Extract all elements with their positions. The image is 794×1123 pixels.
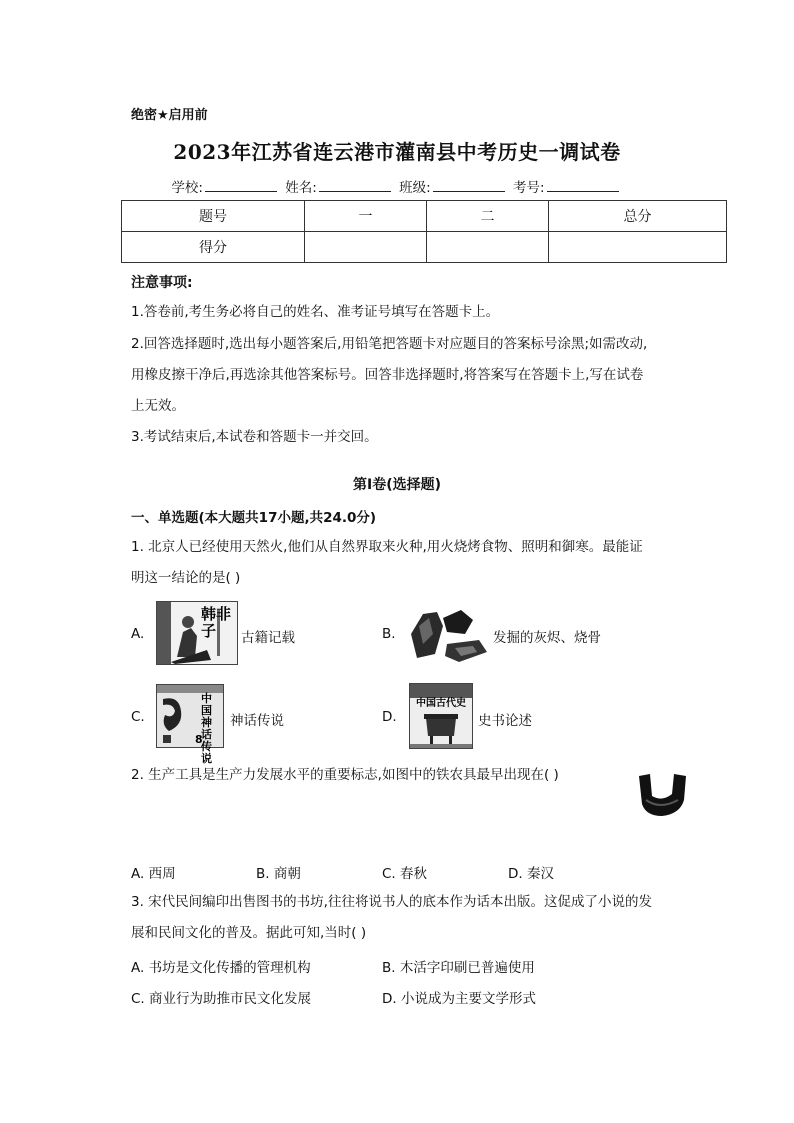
mythology-book-title: 中国神话传说 [201,692,212,765]
question-2-text: 2. 生产工具是生产力发展水平的重要标志,如图中的铁农具最早出现在( ) [131,767,559,783]
history-book-image [409,683,473,749]
question-1-text: 明这一结论的是( ) [131,570,241,586]
note-line: 上无效。 [131,398,185,414]
table-cell: 得分 [122,232,305,263]
option-c-letter[interactable]: C. [131,709,145,725]
confidential-label: 绝密★启用前 [131,108,208,123]
option-d-text[interactable]: 史书论述 [478,713,532,729]
student-info-line [0,176,794,196]
ash-bones-image [407,604,489,664]
option-a-text[interactable]: 古籍记载 [241,630,295,646]
exam-no-label: 考号: [513,180,545,196]
exam-no-field[interactable] [547,179,619,192]
school-label: 学校: [171,180,203,196]
option-b-text[interactable]: 发掘的灰烬、烧骨 [493,630,601,646]
note-line: 3.考试结束后,本试卷和答题卡一并交回。 [131,429,378,445]
table-cell: 二 [427,201,549,232]
name-label: 姓名: [285,180,317,196]
option-a[interactable]: A. 西周 [131,866,176,882]
name-field[interactable] [319,179,391,192]
option-a[interactable]: A. 书坊是文化传播的管理机构 [131,960,311,976]
table-cell: 一 [305,201,427,232]
notes-title: 注意事项: [131,275,193,291]
volume-title: 第I卷(选择题) [352,477,441,493]
class-field[interactable] [433,179,505,192]
book-title-text: 韩非子 [201,605,232,640]
option-c-text[interactable]: 神话传说 [230,713,284,729]
question-1-text: 1. 北京人已经使用天然火,他们从自然界取来火种,用火烧烤食物、照明和御寒。最能证 [131,539,643,555]
note-line: 2.回答选择题时,选出每小题答案后,用铅笔把答题卡对应题目的答案标号涂黑;如需改动, [131,336,648,352]
exam-title: 2023年江苏省连云港市灌南县中考历史一调试卷 [173,140,621,164]
note-line: 用橡皮擦干净后,再选涂其他答案标号。回答非选择题时,将答案写在答题卡上,写在试卷 [131,367,644,383]
question-3-text: 3. 宋代民间编印出售图书的书坊,往往将说书人的底本作为话本出版。这促成了小说的发 [131,894,652,910]
score-cell[interactable] [549,232,727,263]
question-3-text: 展和民间文化的普及。据此可知,当时( ) [131,925,367,941]
table-row [122,232,727,263]
table-cell: 题号 [122,201,305,232]
school-field[interactable] [205,179,277,192]
option-b[interactable]: B. 商朝 [256,866,301,882]
mythology-book-image [156,684,224,765]
score-table [121,200,727,263]
option-d[interactable]: D. 小说成为主要文学形式 [382,991,536,1007]
class-label: 班级: [399,180,431,196]
table-row [122,201,727,232]
option-b[interactable]: B. 木活字印刷已普遍使用 [382,960,535,976]
option-c[interactable]: C. 春秋 [382,866,428,882]
book-cover-image [156,601,238,665]
history-book-title: 中国古代史 [416,698,466,709]
option-b-letter[interactable]: B. [382,626,396,642]
iron-tool-image [636,770,688,818]
option-a-letter[interactable]: A. [131,626,145,642]
table-cell: 总分 [549,201,727,232]
option-d[interactable]: D. 秦汉 [508,866,554,882]
section-title: 一、单选题(本大题共17小题,共24.0分) [131,510,377,526]
note-line: 1.答卷前,考生务必将自己的姓名、准考证号填写在答题卡上。 [131,304,500,320]
svg-text:8: 8 [195,733,203,746]
score-cell[interactable] [305,232,427,263]
option-d-letter[interactable]: D. [382,709,397,725]
score-cell[interactable] [427,232,549,263]
option-c[interactable]: C. 商业行为助推市民文化发展 [131,991,312,1007]
